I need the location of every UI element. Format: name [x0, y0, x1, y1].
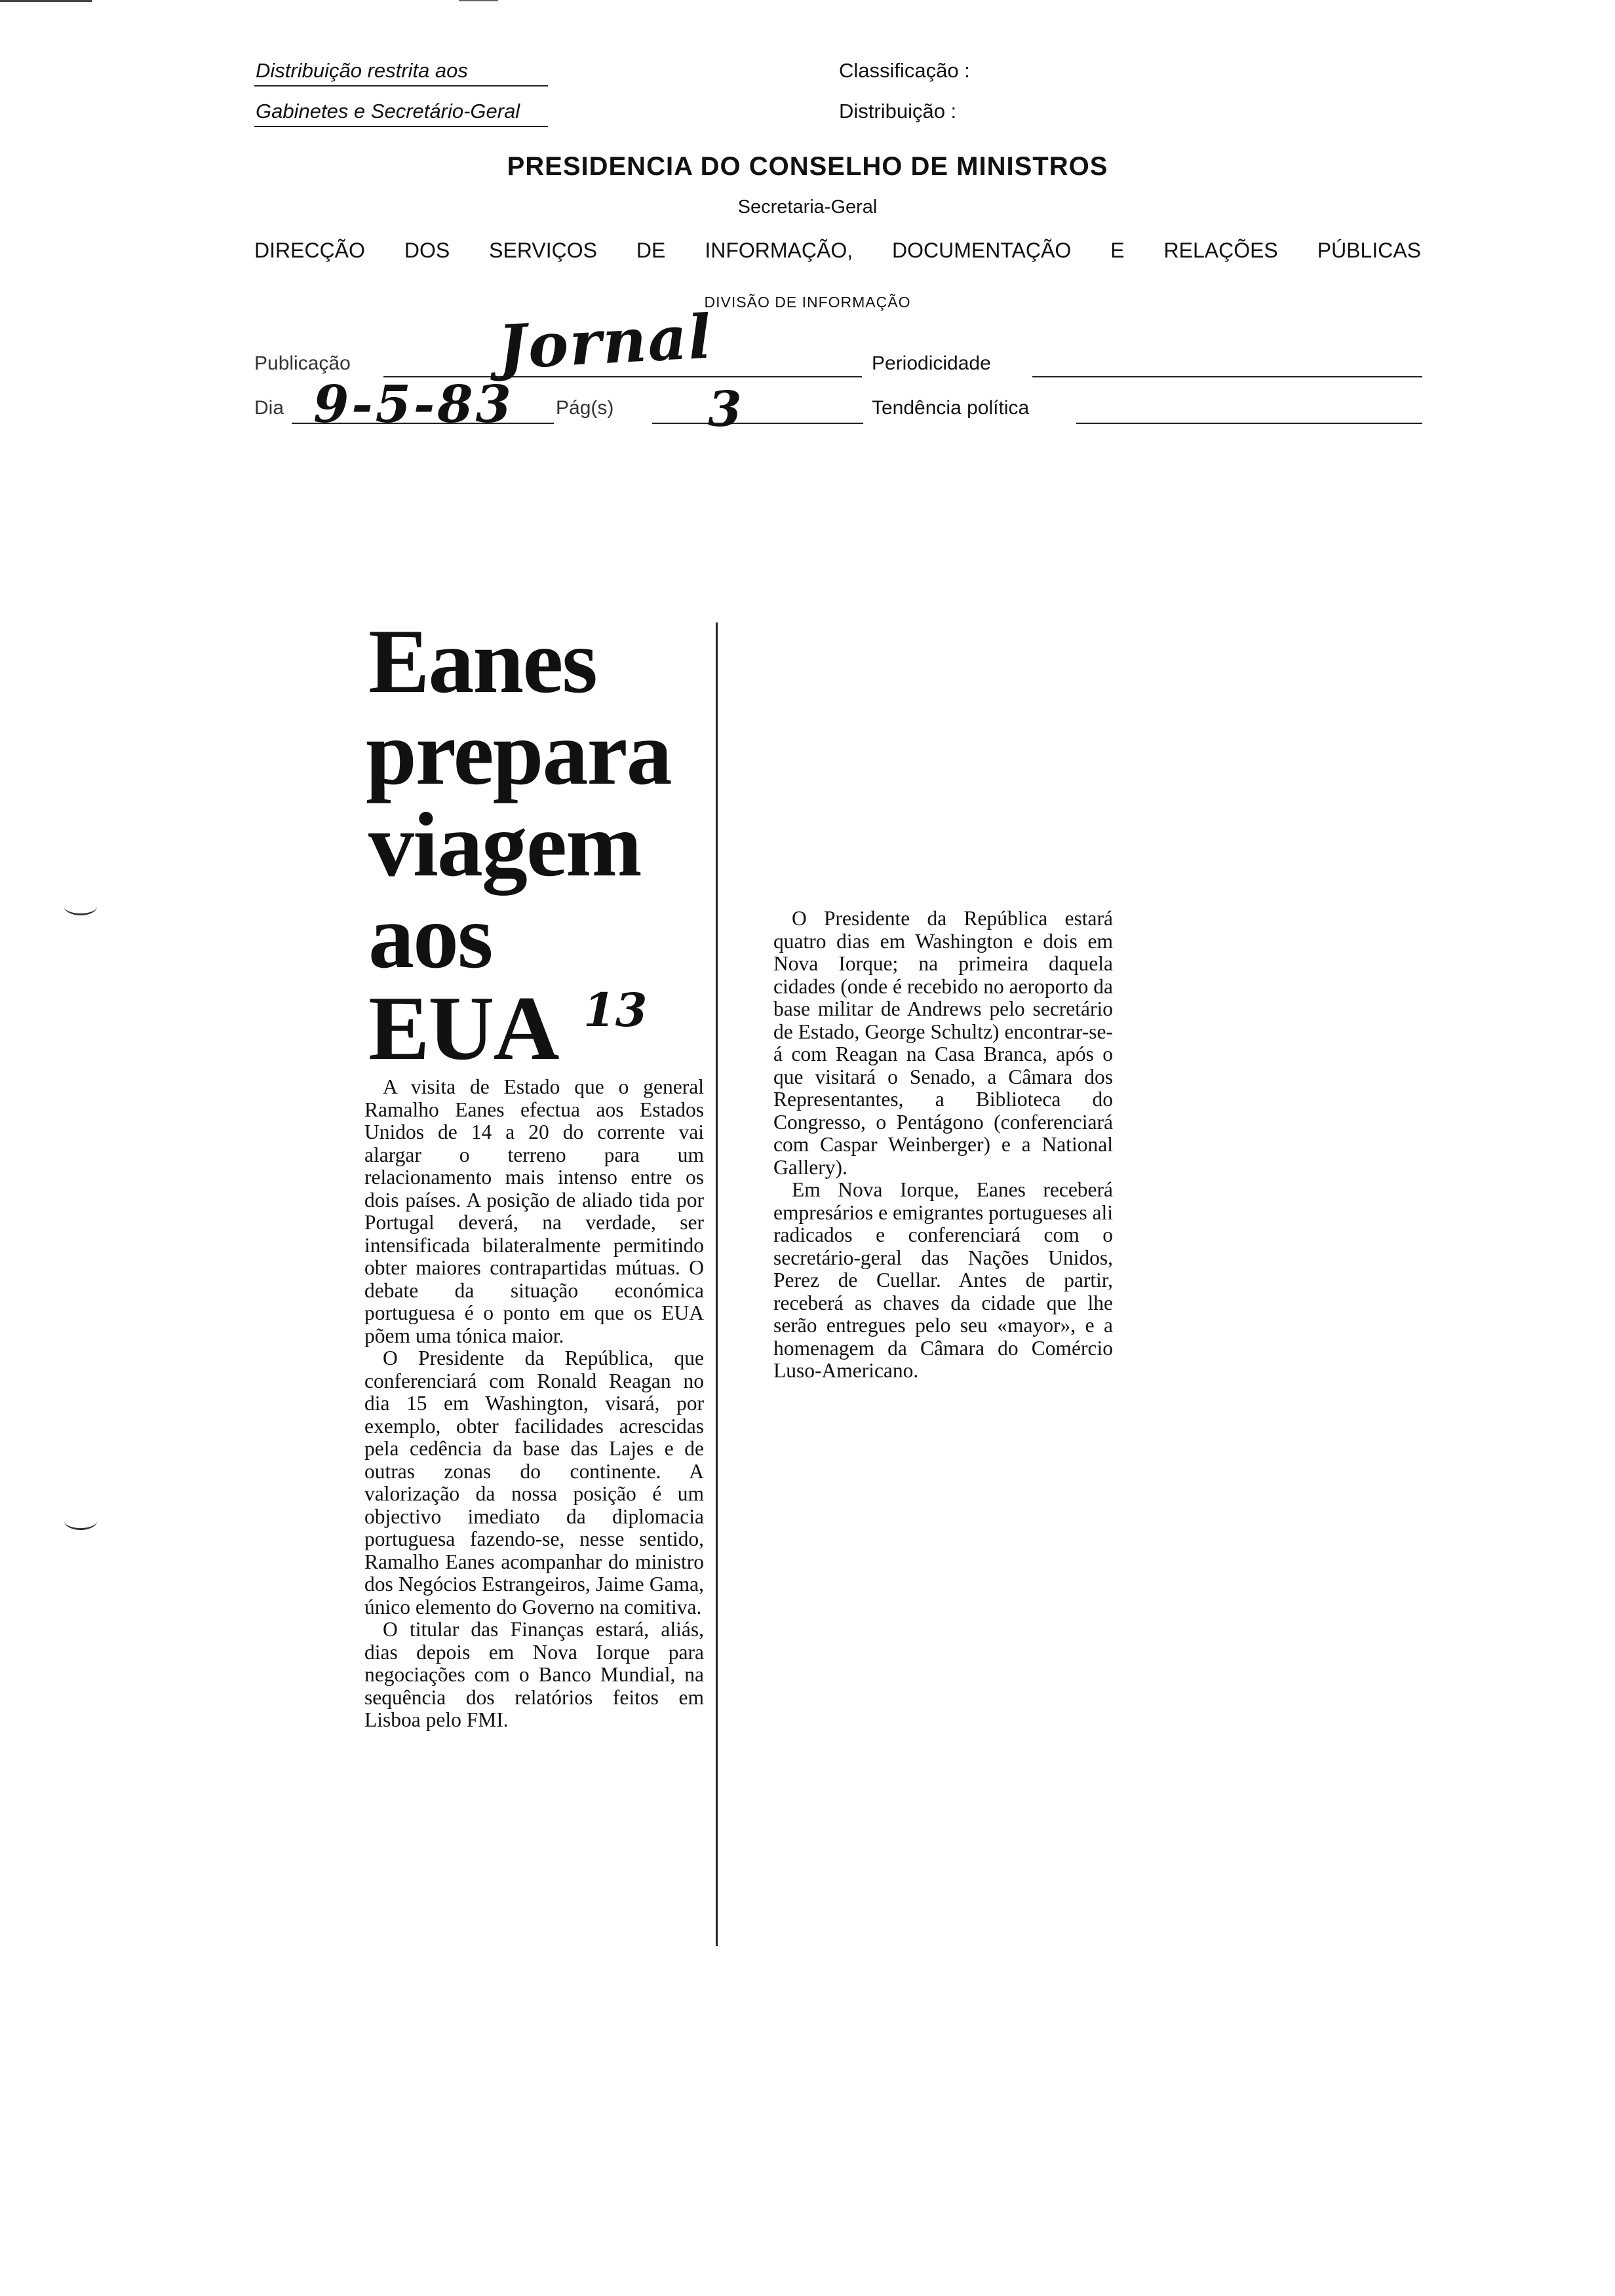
distribution-restricted-line1: Distribuição restrita aos: [256, 59, 468, 82]
underline: [254, 85, 548, 86]
punch-hole-mark: [64, 898, 97, 915]
headline: [366, 611, 735, 1079]
institution-title: PRESIDENCIA DO CONSELHO DE MINISTROS: [507, 152, 1108, 181]
day-value: 9-5-83: [313, 375, 514, 434]
headline-line: Eanes: [368, 611, 596, 712]
distribution-label: Distribuição :: [839, 100, 957, 123]
article-clipping: [341, 611, 1127, 1992]
paragraph: O Presidente da República estará quatro dias em Washington e dois em Nova Iorque; na primeira daquela cidades (onde é recebido no aeroporto da base militar de Andrews pelo secretário de Estado, George Schultz) encontrar-se-á com Reagan na Casa Branca, após o que visitará o Senado, a Câmara dos Representantes, a Biblioteca do Congresso, o Pentágono (conferenciará com Caspar Weinberger) e a National Gallery).: [773, 907, 1113, 1179]
paragraph: Em Nova Iorque, Eanes receberá empresários e emigrantes portugueses ali radicados e conferenciará com o secretário-geral das Nações Unidos, Perez de Cuellar. Antes de partir, receberá as chaves da cidade que lhe serão entregues pelo seu «mayor», e a homenagem da Câmara do Comércio Luso-Americano.: [773, 1178, 1113, 1382]
division: DIVISÃO DE INFORMAÇÃO: [704, 294, 911, 311]
headline-line: aos: [368, 886, 492, 987]
punch-hole-mark: [64, 1512, 97, 1530]
headline-line: viagem: [368, 794, 641, 896]
paragraph: A visita de Estado que o general Ramalho Eanes efectua aos Estados Unidos de 14 a 20 do corrente vai alargar o terreno para um relacionamento mais intenso entre os dois países. A posição de aliado tida por Portugal deverá, na verdade, ser intensificada bilateralmente permitindo obter maiores contrapartidas mútuas. O debate da situação económica portuguesa é o ponto em que os EUA põem uma tónica maior.: [364, 1075, 704, 1347]
underline: [254, 126, 548, 127]
scan-edge-mark: [0, 0, 92, 2]
paragraph: O Presidente da República, que conferenciará com Ronald Reagan no dia 15 em Washington, visará, por exemplo, obter facilidades acrescidas pela cedência da base das Lajes e de outras zonas do continente. A valorização da nossa posição é um objectivo imediato da diplomacia portuguesa fazendo-se, nesse sentido, Ramalho Eanes acompanhar do ministro dos Negócios Estrangeiros, Jaime Gama, único elemento do Governo na comitiva.: [364, 1347, 704, 1618]
pages-value: 3: [708, 381, 742, 438]
day-label: Dia: [254, 397, 284, 419]
political-tendency-field-line: [1076, 423, 1422, 424]
periodicity-field-line: [1032, 376, 1422, 377]
margin-annotation: 13: [583, 983, 648, 1037]
distribution-restricted-line2: Gabinetes e Secretário-Geral: [256, 100, 520, 123]
classification-label: Classificação :: [839, 59, 970, 82]
periodicity-label: Periodicidade: [872, 353, 991, 374]
paragraph: O titular das Finanças estará, aliás, dias depois em Nova Iorque para negociações com o Banco Mundial, na sequência dos relatórios feitos em Lisboa pelo FMI.: [364, 1618, 704, 1731]
secretariat: Secretaria-Geral: [737, 197, 878, 218]
publication-value: Jornal: [496, 301, 714, 383]
political-tendency-label: Tendência política: [872, 397, 1030, 419]
article-column-1: [364, 1076, 704, 1732]
column-rule: [716, 622, 718, 1946]
publication-label: Publicação: [254, 353, 351, 374]
article-column-2: [773, 908, 1113, 1383]
pages-label: Pág(s): [556, 397, 614, 419]
headline-line: EUA: [368, 978, 558, 1079]
pages-field-line: [652, 423, 863, 424]
directorate: DIRECÇÃO DOS SERVIÇOS DE INFORMAÇÃO, DOCUMENTAÇÃO E RELAÇÕES PÚBLICAS: [254, 239, 1421, 262]
headline-line: prepara: [366, 702, 671, 804]
scan-edge-mark: [459, 0, 498, 1]
